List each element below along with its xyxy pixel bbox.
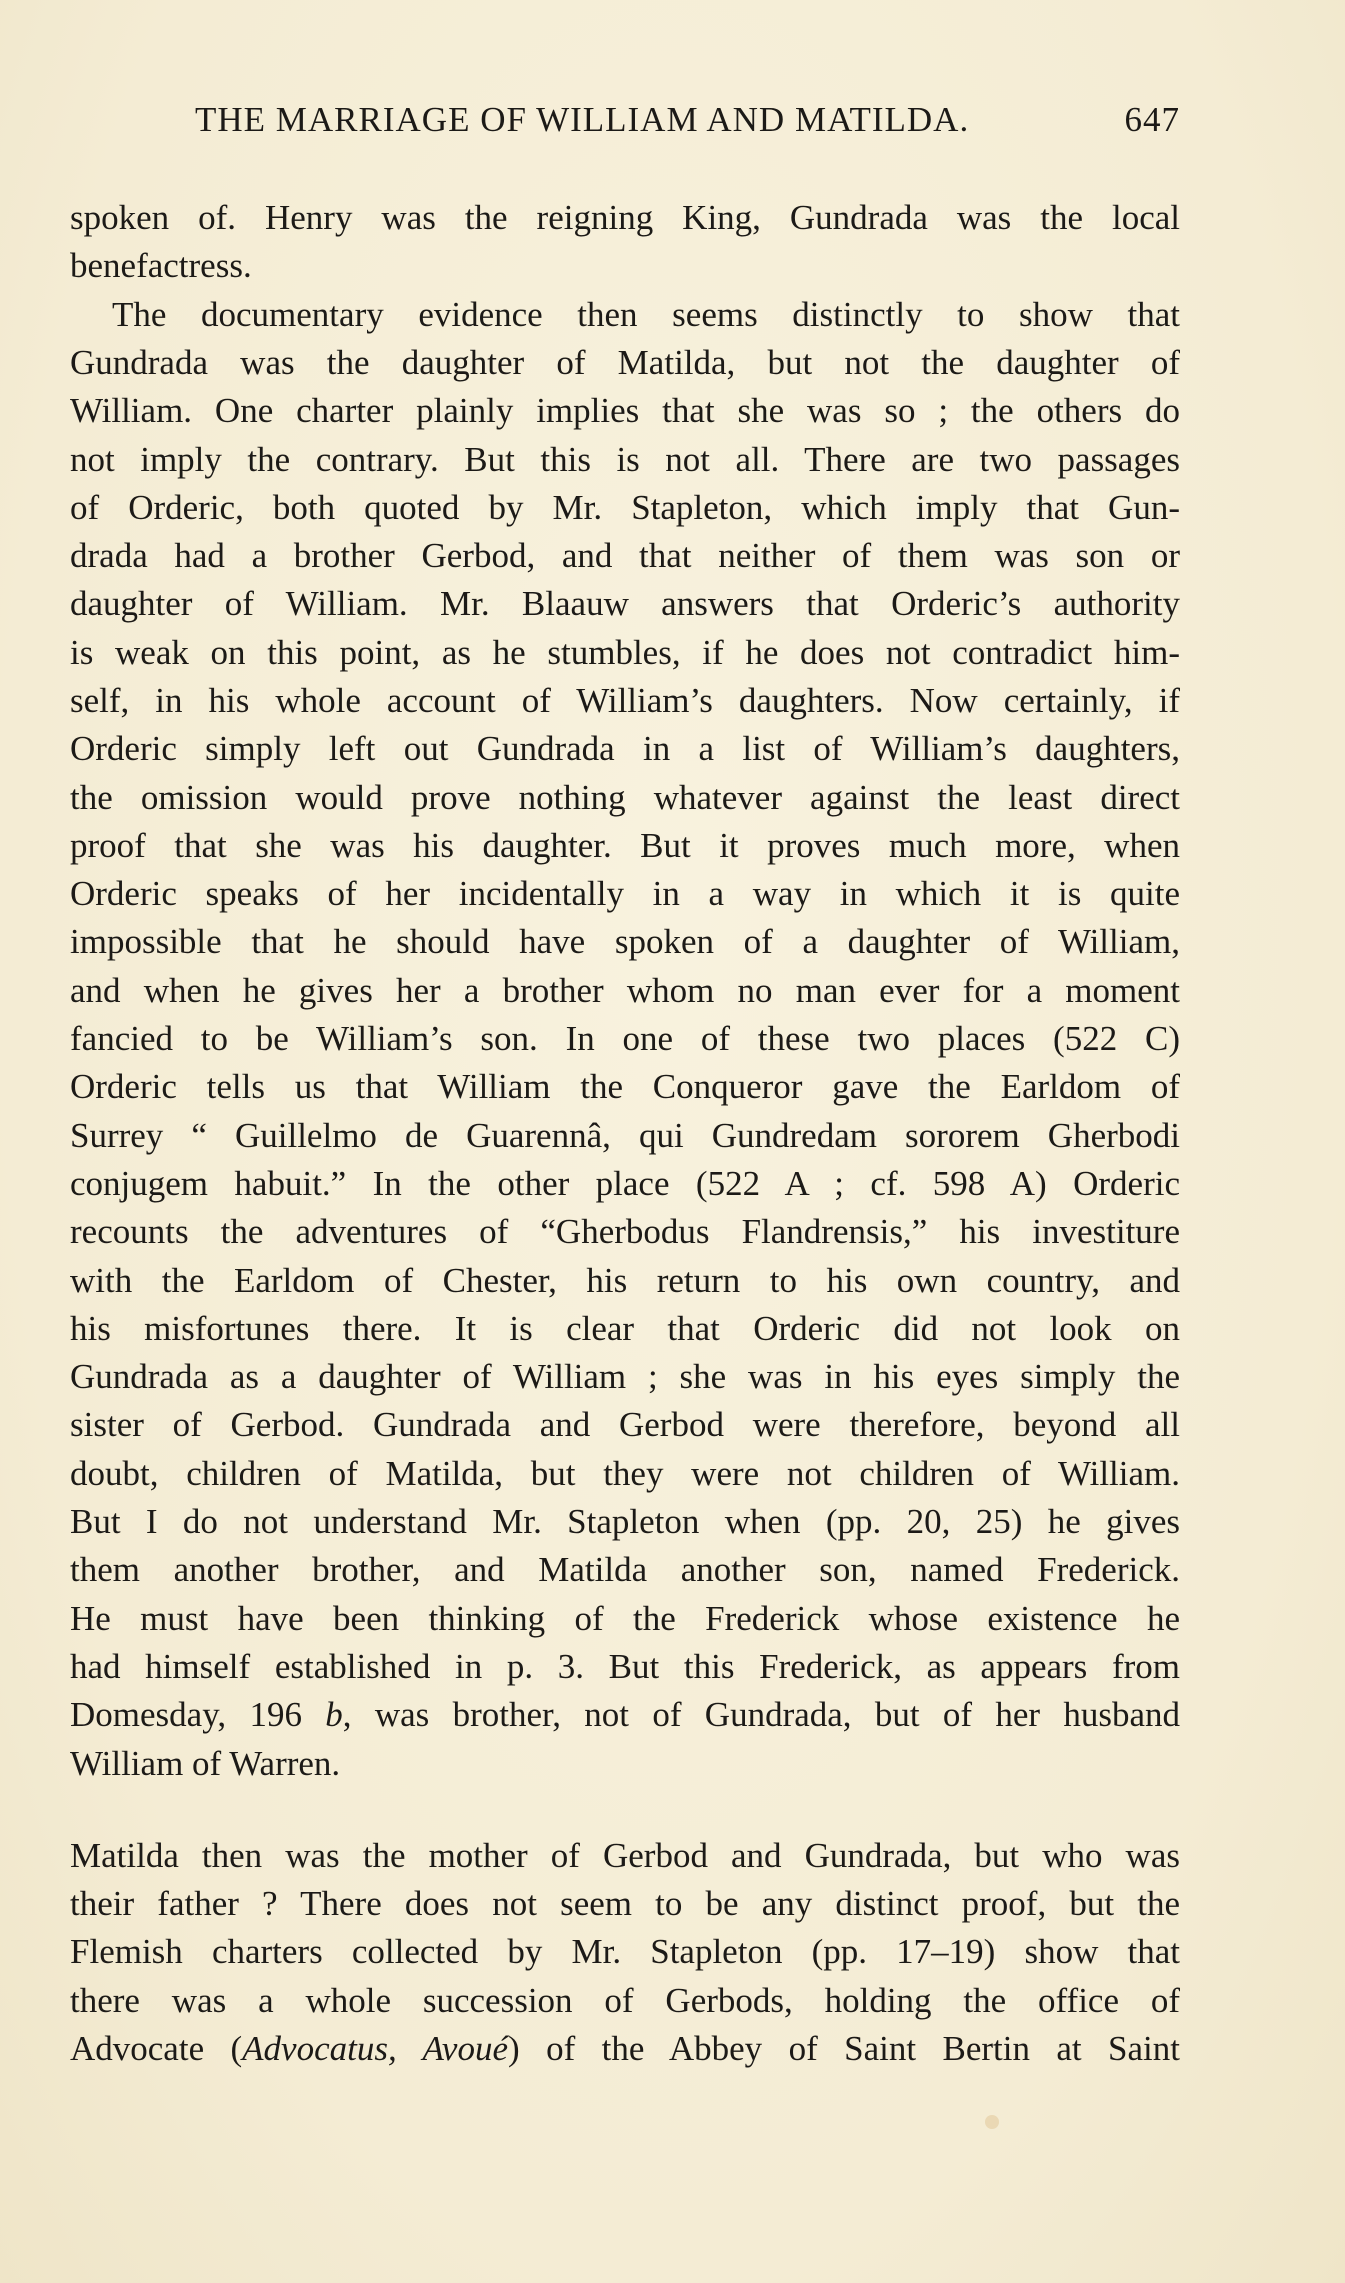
text-line: not imply the contrary. But this is not all. There are two passages <box>70 440 1180 479</box>
text-line: daughter of William. Mr. Blaauw answers that Orderic’s authority <box>70 584 1180 623</box>
text-line: proof that she was his daughter. But it proves much more, when <box>70 826 1180 865</box>
text-line: Domesday, 196 b, was brother, not of Gundrada, but of her husband <box>70 1695 1180 1734</box>
text-line: his misfortunes there. It is clear that Orderic did not look on <box>70 1309 1180 1348</box>
text-line: But I do not understand Mr. Stapleton when (pp. 20, 25) he gives <box>70 1502 1180 1541</box>
text-line: and when he gives her a brother whom no man ever for a moment <box>70 971 1180 1010</box>
text-line: the omission would prove nothing whatever against the least direct <box>70 778 1180 817</box>
text-line: Advocate (Advocatus, Avoué) of the Abbey of Saint Bertin at Saint <box>70 2029 1180 2068</box>
text-line: Surrey “ Guillelmo de Guarennâ, qui Gundredam sororem Gherbodi <box>70 1116 1180 1155</box>
text-line: William of Warren. <box>70 1744 341 1783</box>
running-title: THE MARRIAGE OF WILLIAM AND MATILDA. <box>195 100 970 139</box>
text-line: impossible that he should have spoken of a daughter of William, <box>70 922 1180 961</box>
italic-text: b <box>325 1695 343 1734</box>
text-line: had himself established in p. 3. But this Frederick, as appears from <box>70 1647 1180 1686</box>
text-line: fancied to be William’s son. In one of these two places (522 C) <box>70 1019 1180 1058</box>
text-line: drada had a brother Gerbod, and that neither of them was son or <box>70 536 1180 575</box>
text-line: their father ? There does not seem to be any distinct proof, but the <box>70 1884 1180 1923</box>
text-line: is weak on this point, as he stumbles, if he does not contradict him- <box>70 633 1180 672</box>
text-line: Gundrada was the daughter of Matilda, but not the daughter of <box>70 343 1180 382</box>
text-line: of Orderic, both quoted by Mr. Stapleton, which imply that Gun- <box>70 488 1180 527</box>
text-line: with the Earldom of Chester, his return to his own country, and <box>70 1261 1180 1300</box>
text-line: spoken of. Henry was the reigning King, Gundrada was the local <box>70 198 1180 237</box>
page-number: 647 <box>1124 100 1180 139</box>
text-line: Orderic tells us that William the Conqueror gave the Earldom of <box>70 1067 1180 1106</box>
text-line: Matilda then was the mother of Gerbod and Gundrada, but who was <box>70 1836 1180 1875</box>
text-line: He must have been thinking of the Frederick whose existence he <box>70 1599 1180 1638</box>
italic-text: Advocatus, Avoué <box>242 2029 509 2068</box>
text-line: them another brother, and Matilda another son, named Frederick. <box>70 1550 1180 1589</box>
text-line: Orderic speaks of her incidentally in a way in which it is quite <box>70 874 1180 913</box>
text-line: Orderic simply left out Gundrada in a list of William’s daughters, <box>70 729 1180 768</box>
text-line: self, in his whole account of William’s daughters. Now certainly, if <box>70 681 1180 720</box>
text-line: benefactress. <box>70 246 252 285</box>
text-line: recounts the adventures of “Gherbodus Flandrensis,” his investiture <box>70 1212 1180 1251</box>
text-line: Gundrada as a daughter of William ; she was in his eyes simply the <box>70 1357 1180 1396</box>
text-line: William. One charter plainly implies that she was so ; the others do <box>70 391 1180 430</box>
running-head <box>70 100 1180 150</box>
text-line: sister of Gerbod. Gundrada and Gerbod were therefore, beyond all <box>70 1405 1180 1444</box>
paper-stain <box>985 2115 999 2129</box>
text-line: The documentary evidence then seems distinctly to show that <box>112 295 1180 334</box>
text-line: doubt, children of Matilda, but they were not children of William. <box>70 1454 1180 1493</box>
text-line: Flemish charters collected by Mr. Stapleton (pp. 17–19) show that <box>70 1932 1180 1971</box>
text-line: there was a whole succession of Gerbods, holding the office of <box>70 1981 1180 2020</box>
text-line: conjugem habuit.” In the other place (522 A ; cf. 598 A) Orderic <box>70 1164 1180 1203</box>
